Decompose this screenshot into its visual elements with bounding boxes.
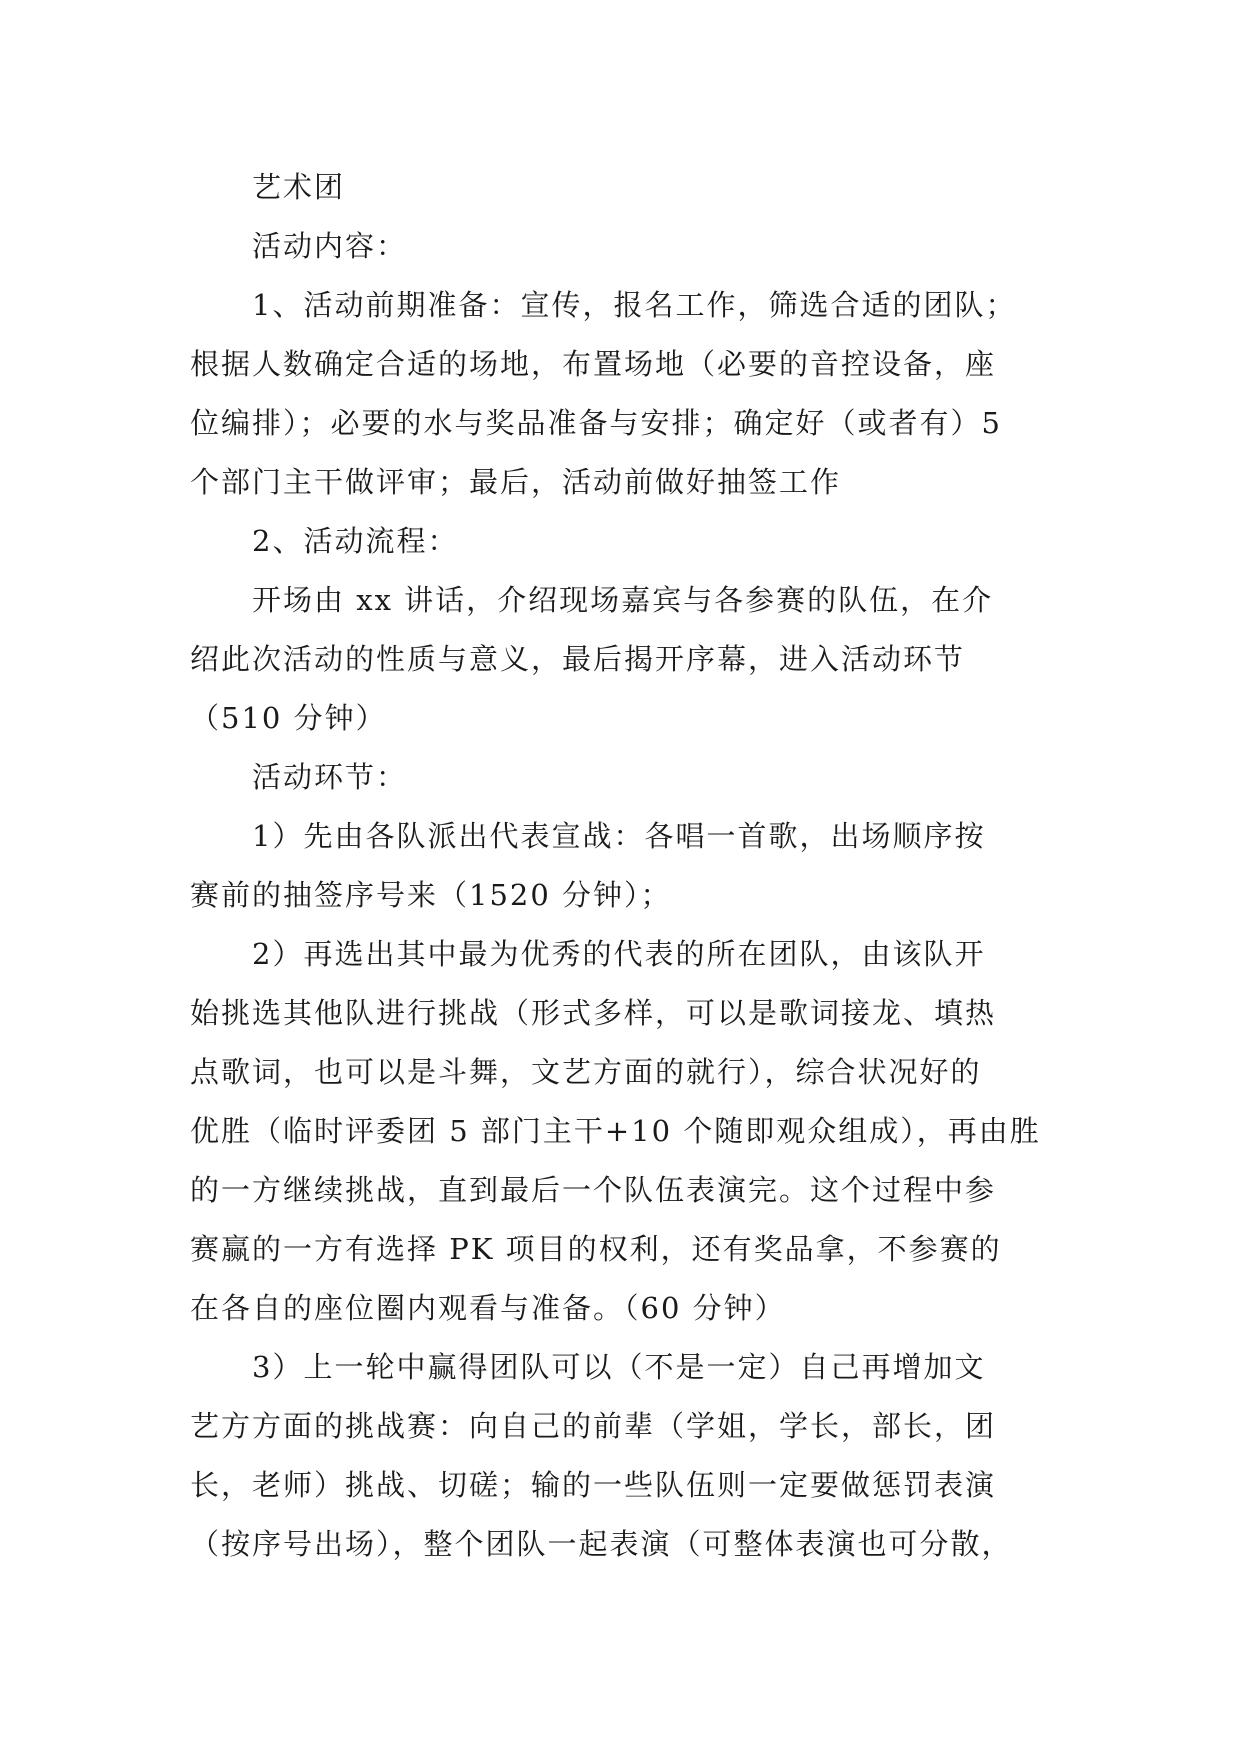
text-line: 赛赢的一方有选择 PK 项目的权利，还有奖品拿，不参赛的 bbox=[190, 1232, 1002, 1266]
text-line: 长，老师）挑战、切磋；输的一些队伍则一定要做惩罚表演 bbox=[190, 1468, 997, 1502]
text-line: 始挑选其他队进行挑战（形式多样，可以是歌词接龙、填热 bbox=[190, 996, 997, 1030]
text-line: 2、活动流程： bbox=[252, 524, 459, 558]
text-line: 赛前的抽签序号来（1520 分钟）； bbox=[190, 878, 672, 912]
document-body bbox=[190, 158, 1070, 1574]
text-line: 根据人数确定合适的场地，布置场地（必要的音控设备，座 bbox=[190, 347, 997, 381]
text-line: 个部门主干做评审；最后，活动前做好抽签工作 bbox=[190, 465, 842, 499]
text-line: 绍此次活动的性质与意义，最后揭开序幕，进入活动环节 bbox=[190, 642, 966, 676]
text-line: 3）上一轮中赢得团队可以（不是一定）自己再增加文 bbox=[252, 1350, 986, 1384]
text-line: 优胜（临时评委团 5 部门主干+10 个随即观众组成），再由胜 bbox=[190, 1114, 1041, 1148]
text-line: 位编排）；必要的水与奖品准备与安排；确定好（或者有）5 bbox=[190, 406, 1002, 440]
text-line: 活动环节： bbox=[252, 760, 408, 794]
text-line: 艺方方面的挑战赛：向自己的前辈（学姐，学长，部长，团 bbox=[190, 1409, 997, 1443]
text-line: （按序号出场），整个团队一起表演（可整体表演也可分散， bbox=[190, 1527, 1013, 1561]
text-line: 1、活动前期准备：宣传，报名工作，筛选合适的团队； bbox=[252, 288, 1017, 322]
text-line: 在各自的座位圈内观看与准备。（60 分钟） bbox=[190, 1291, 786, 1325]
text-line: 的一方继续挑战，直到最后一个队伍表演完。这个过程中参 bbox=[190, 1173, 997, 1207]
text-line: 2）再选出其中最为优秀的代表的所在团队，由该队开 bbox=[252, 937, 986, 971]
text-line: （510 分钟） bbox=[190, 701, 387, 735]
text-line: 1）先由各队派出代表宣战：各唱一首歌，出场顺序按 bbox=[252, 819, 986, 853]
text-line: 开场由 xx 讲话，介绍现场嘉宾与各参赛的队伍，在介 bbox=[252, 583, 994, 617]
text-line: 点歌词，也可以是斗舞，文艺方面的就行），综合状况好的 bbox=[190, 1055, 982, 1089]
text-line: 活动内容： bbox=[252, 229, 408, 263]
text-line: 艺术团 bbox=[252, 170, 346, 204]
